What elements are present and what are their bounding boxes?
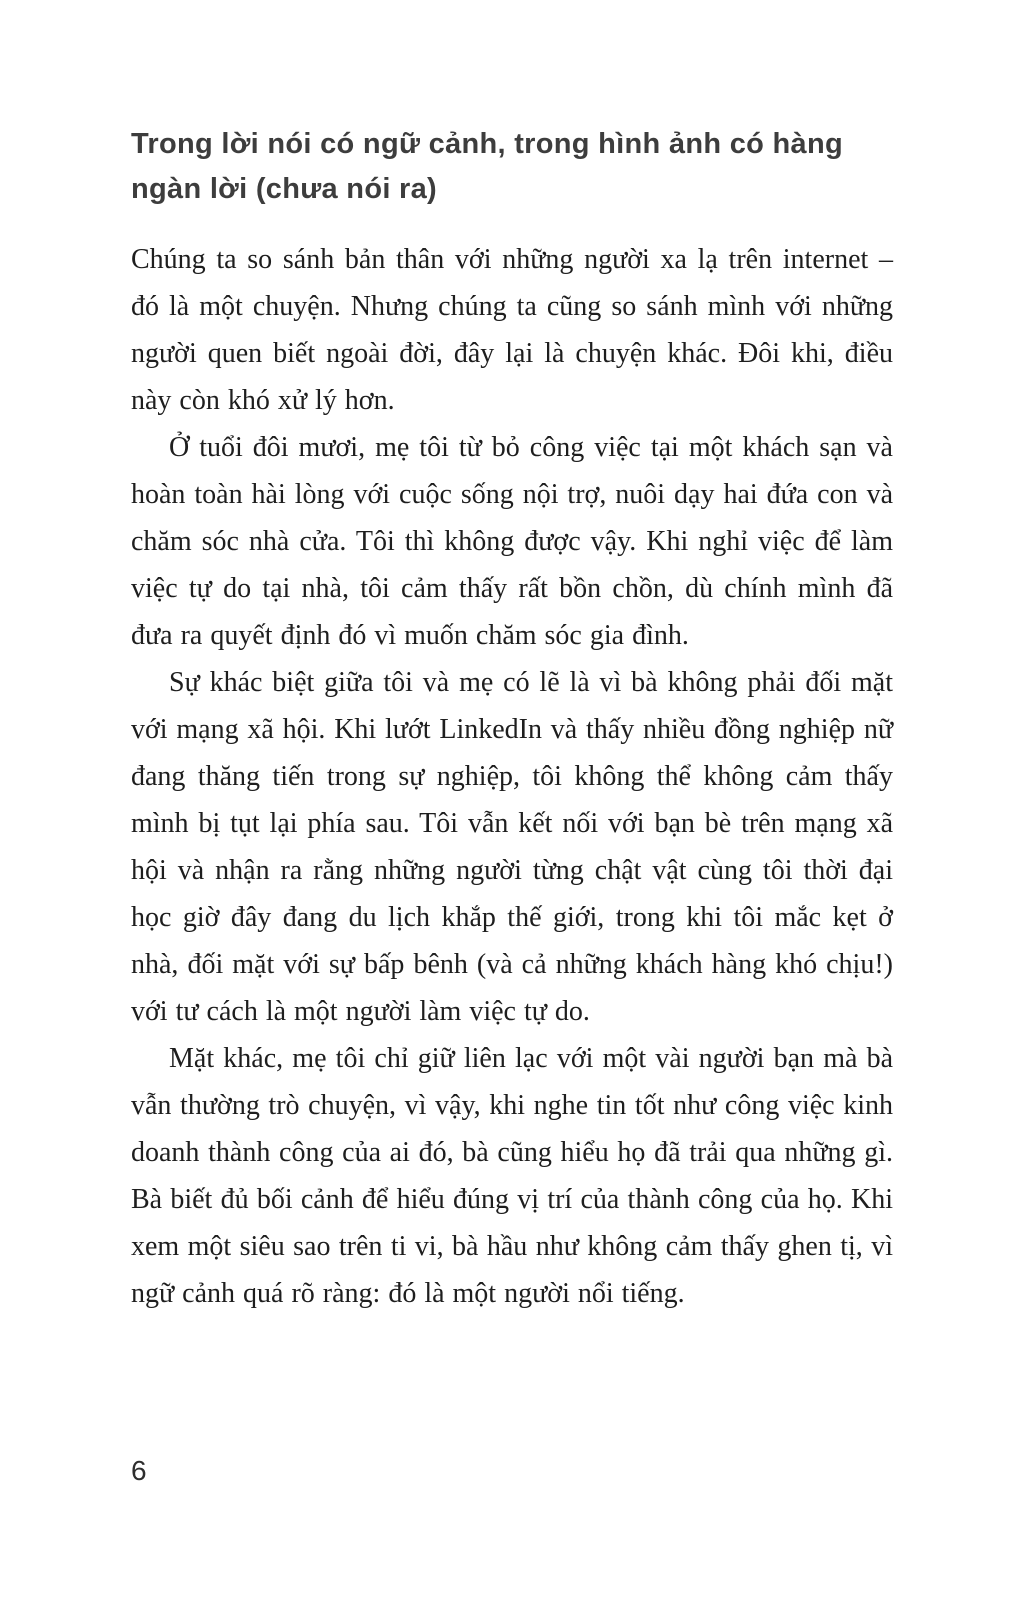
paragraph: Mặt khác, mẹ tôi chỉ giữ liên lạc với một vài người bạn mà bà vẫn thường trò chuyện, vì vậy, khi nghe tin tốt như công việc kinh doanh thành công của ai đó, bà cũng hiểu họ đã trải qua những gì. Bà biết đủ bối cảnh để hiểu đúng vị trí của thành công của họ. Khi xem một siêu sao trên ti vi, bà hầu như không cảm thấy ghen tị, vì ngữ cảnh quá rõ ràng: đó là một người nổi tiếng. — [131, 1043, 893, 1309]
paragraph: Sự khác biệt giữa tôi và mẹ có lẽ là vì bà không phải đối mặt với mạng xã hội. Khi lướt LinkedIn và thấy nhiều đồng nghiệp nữ đang thăng tiến trong sự nghiệp, tôi không thể không cảm thấy mình bị tụt lại phía sau. Tôi vẫn kết nối với bạn bè trên mạng xã hội và nhận ra rằng những người từng chật vật cùng tôi thời đại học giờ đây đang du lịch khắp thế giới, trong khi tôi mắc kẹt ở nhà, đối mặt với sự bấp bênh (và cả những khách hàng khó chịu!) với tư cách là một người làm việc tự do. — [131, 667, 893, 1027]
section-heading: Trong lời nói có ngữ cảnh, trong hình ảnh có hàng ngàn lời (chưa nói ra) — [131, 128, 844, 205]
body-text — [131, 236, 893, 1317]
paragraph: Chúng ta so sánh bản thân với những người xa lạ trên internet – đó là một chuyện. Nhưng chúng ta cũng so sánh mình với những người quen biết ngoài đời, đây lại là chuyện khác. Đôi khi, điều này còn khó xử lý hơn. — [131, 244, 893, 416]
page-number: 6 — [131, 1455, 147, 1486]
paragraph: Ở tuổi đôi mươi, mẹ tôi từ bỏ công việc tại một khách sạn và hoàn toàn hài lòng với cuộc sống nội trợ, nuôi dạy hai đứa con và chăm sóc nhà cửa. Tôi thì không được vậy. Khi nghỉ việc để làm việc tự do tại nhà, tôi cảm thấy rất bồn chồn, dù chính mình đã đưa ra quyết định đó vì muốn chăm sóc gia đình. — [131, 432, 893, 651]
